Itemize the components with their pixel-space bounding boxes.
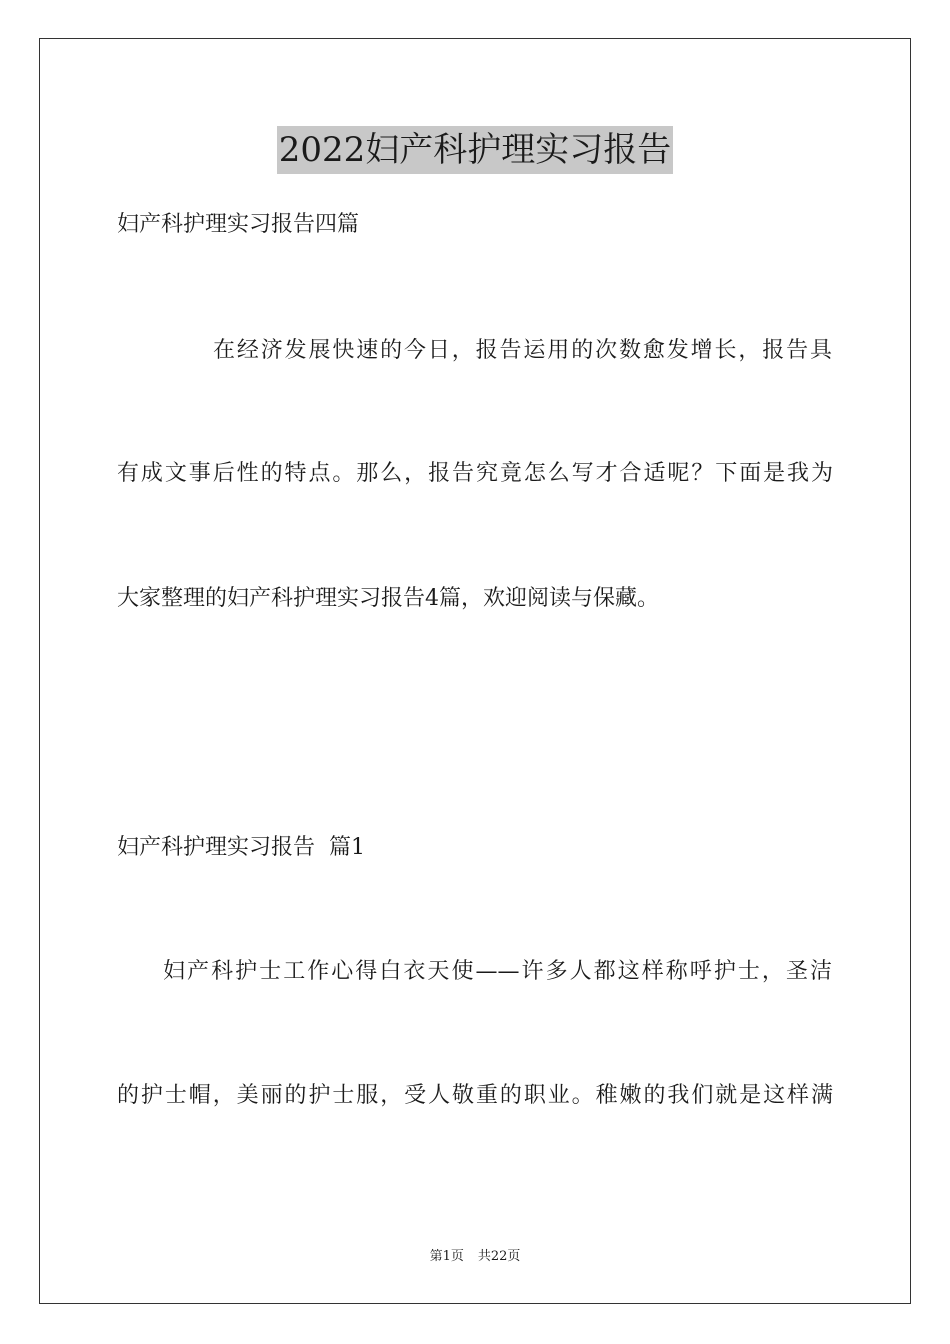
- page-number: 第1页: [429, 1249, 464, 1264]
- paragraph-line: 有成文事后性的特点。那么，报告究竟怎么写才合适呢？下面是我为: [117, 461, 833, 486]
- paragraph-line: 的护士帽，美丽的护士服，受人敬重的职业。稚嫩的我们就是这样满: [117, 1083, 833, 1108]
- title-container: [0, 126, 950, 174]
- paragraph-line: 大家整理的妇产科护理实习报告4篇，欢迎阅读与保藏。: [117, 586, 659, 611]
- page-total: 共22页: [477, 1249, 521, 1264]
- subtitle-line: 妇产科护理实习报告四篇: [117, 212, 360, 237]
- paragraph-line: 在经济发展快速的今日，报告运用的次数愈发增长，报告具: [213, 338, 832, 363]
- page-footer: [0, 1248, 950, 1266]
- document-title: 2022妇产科护理实习报告: [277, 126, 674, 174]
- section-heading: 妇产科护理实习报告 篇1: [117, 835, 365, 860]
- paragraph-line: 妇产科护士工作心得白衣天使——许多人都这样称呼护士，圣洁: [163, 959, 832, 984]
